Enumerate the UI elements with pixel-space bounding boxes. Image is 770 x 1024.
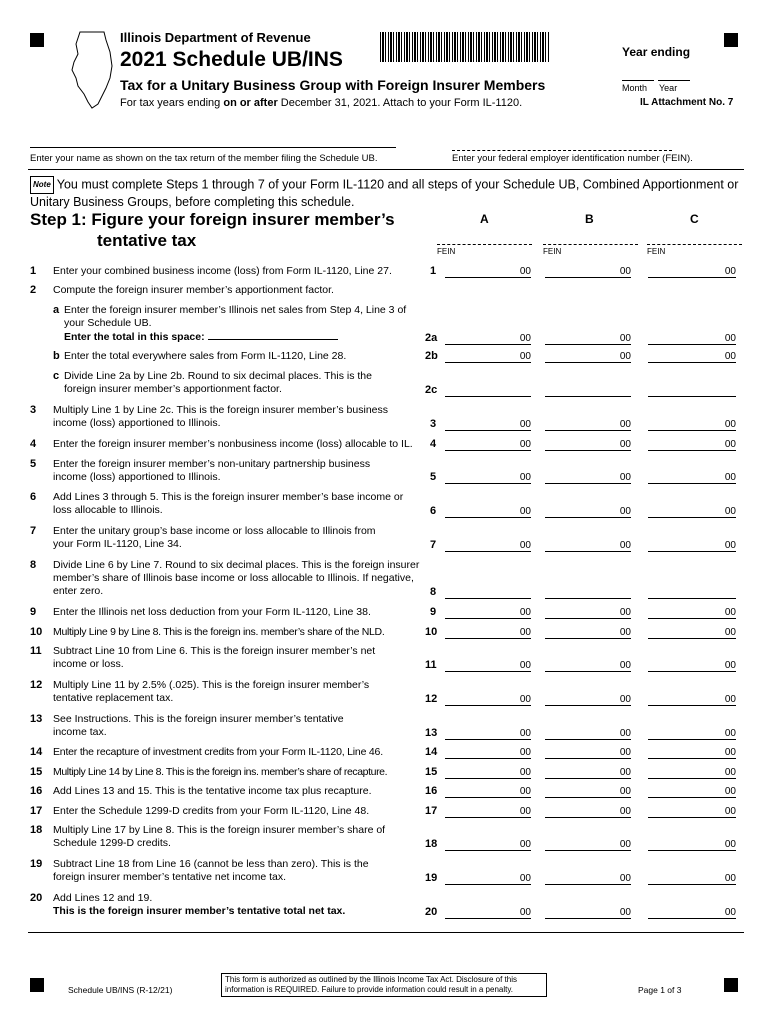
line-label: 8 [430,586,437,598]
amount-input-col-b[interactable] [545,439,631,451]
amount-input-col-c[interactable] [648,767,736,779]
amount-input-col-b[interactable] [545,506,631,518]
line-label: 2a [425,332,438,344]
line-number: 6 [30,491,37,503]
decimal-input-col-b[interactable] [545,587,631,599]
line-label: 15 [425,766,438,778]
amount-input-col-a[interactable] [445,607,531,619]
line-number: 13 [30,713,43,725]
amount-input-col-c[interactable] [648,694,736,706]
cents-label: 00 [619,907,631,918]
line-description: Multiply Line 11 by 2.5% (.025). This is the foreign insurer member’s tentative replacement tax. [53,679,370,704]
sub-line-letter: a [53,304,60,316]
cents-label: 00 [724,506,736,517]
amount-input-col-c[interactable] [648,747,736,759]
cents-label: 00 [724,786,736,797]
authorization-notice: This form is authorized as outlined by the Illinois Income Tax Act. Disclosure of this information is REQUIRED. Failure to provide information could result in a penalty. [221,973,547,997]
line-number: 9 [30,606,37,618]
line-number: 19 [30,858,43,870]
cents-label: 00 [619,747,631,758]
amount-input-col-c[interactable] [648,806,736,818]
amount-input-col-c[interactable] [648,540,736,552]
cents-label: 00 [724,839,736,850]
cents-label: 00 [619,806,631,817]
line-label: 11 [425,659,437,671]
registration-mark [724,978,738,992]
page-number: Page 1 of 3 [638,985,682,995]
cents-label: 00 [619,439,631,450]
column-c-header: C [690,212,699,226]
amount-input-col-c[interactable] [648,786,736,798]
month-label: Month [622,83,648,93]
line-label: 14 [425,746,438,758]
illinois-map-icon [70,30,116,110]
line-label: 10 [425,626,438,638]
line-description: Enter the Schedule 1299-D credits from your Form IL-1120, Line 48. [53,805,370,817]
line-description: Enter the foreign insurer member’s nonbusiness income (loss) allocable to IL. [53,438,413,450]
cents-label: 00 [519,839,531,850]
line-description: Enter the Illinois net loss deduction from your Form IL-1120, Line 38. [53,606,371,618]
amount-input-col-a[interactable] [445,839,531,851]
instruction-notice: Note You must complete Steps 1 through 7 of your Form IL-1120 and all steps of your Schedule UB, Combined Apportionment or Unitary Business Groups, before completing this schedule. [30,177,739,209]
amount-input-col-a[interactable] [445,660,531,672]
amount-input-col-c[interactable] [648,728,736,740]
amount-input-col-b[interactable] [545,419,631,431]
amount-input-col-c[interactable] [648,607,736,619]
line-label: 13 [425,727,438,739]
cents-label: 00 [724,907,736,918]
step-1-heading: Step 1: Figure your foreign insurer member’s tentative tax [30,210,395,250]
line-label: 5 [430,471,437,483]
cents-label: 00 [519,767,531,778]
line-description: Enter the unitary group’s base income or loss allocable to Illinois from your Form IL-1120, Line 34. [53,525,376,550]
column-a-header: A [480,212,489,226]
decimal-input-col-b[interactable] [545,385,631,397]
amount-input-col-b[interactable] [545,839,631,851]
line-number: 2 [30,284,37,296]
cents-label: 00 [519,540,531,551]
amount-input-col-a[interactable] [445,351,531,363]
line-description: Multiply Line 1 by Line 2c. This is the foreign insurer member’s business income (loss) apportioned to Illinois. [53,404,388,429]
column-b-fein-input[interactable] [543,238,638,245]
fein-label: Enter your federal employer identification number (FEIN). [452,153,693,164]
line-description: Multiply Line 17 by Line 8. This is the foreign insurer member’s share of Schedule 1299-D credits. [53,824,386,849]
amount-input-col-a[interactable] [445,333,531,345]
cents-label: 00 [724,627,736,638]
cents-label: 00 [519,728,531,739]
name-input[interactable] [30,147,396,148]
amount-input-col-c[interactable] [648,839,736,851]
amount-input-col-b[interactable] [545,767,631,779]
amount-input-col-b[interactable] [545,333,631,345]
registration-mark [30,978,44,992]
cents-label: 00 [519,351,531,362]
line-label: 6 [430,505,437,517]
line-number: 12 [30,679,43,691]
line-description: Compute the foreign insurer member’s apportionment factor. [53,284,334,296]
cents-label: 00 [724,694,736,705]
cents-label: 00 [519,627,531,638]
cents-label: 00 [724,333,736,344]
cents-label: 00 [619,419,631,430]
line-number: 15 [30,766,43,778]
cents-label: 00 [619,351,631,362]
line-description: Subtract Line 10 from Line 6. This is the foreign insurer member’s net income or loss. [53,645,376,670]
line-number: 18 [30,824,43,836]
fein-column-label: FEIN [437,247,456,256]
amount-input-col-a[interactable] [445,728,531,740]
cents-label: 00 [724,351,736,362]
fein-column-label: FEIN [543,247,562,256]
registration-mark [724,33,738,47]
amount-input-col-a[interactable] [445,439,531,451]
amount-input-col-a[interactable] [445,694,531,706]
cents-label: 00 [519,747,531,758]
amount-input-col-b[interactable] [545,472,631,484]
amount-input-col-a[interactable] [445,873,531,885]
decimal-input-col-c[interactable] [648,587,736,599]
cents-label: 00 [619,694,631,705]
amount-input-col-c[interactable] [648,333,736,345]
cents-label: 00 [724,767,736,778]
amount-input-col-a[interactable] [445,907,531,919]
amount-input-col-c[interactable] [648,419,736,431]
form-subtitle: Tax for a Unitary Business Group with Foreign Insurer Members [120,77,546,93]
decimal-input-col-a[interactable] [445,587,531,599]
cents-label: 00 [619,266,631,277]
amount-input-col-c[interactable] [648,660,736,672]
form-revision: Schedule UB/INS (R-12/21) [68,985,173,995]
sub-line-letter: b [53,350,60,362]
sub-line-letter: c [53,370,60,382]
amount-input-col-b[interactable] [545,540,631,552]
line-label: 20 [425,906,438,918]
cents-label: 00 [724,540,736,551]
cents-label: 00 [724,728,736,739]
amount-input-col-a[interactable] [445,266,531,278]
amount-input-col-c[interactable] [648,873,736,885]
line-number: 14 [30,746,43,758]
line-description: Enter your combined business income (loss) from Form IL-1120, Line 27. [53,265,392,277]
amount-input-col-a[interactable] [445,540,531,552]
name-label: Enter your name as shown on the tax return of the member filing the Schedule UB. [30,153,378,164]
month-field[interactable] [622,70,654,81]
divider [28,932,744,933]
line-description: Enter the foreign insurer member’s non-unitary partnership business income (loss) apportioned to Illinois. [53,458,371,483]
cents-label: 00 [619,728,631,739]
cents-label: 00 [619,767,631,778]
line-number: 1 [30,265,37,277]
amount-input-col-a[interactable] [445,506,531,518]
column-a-fein-input[interactable] [437,238,532,245]
cents-label: 00 [519,694,531,705]
amount-input-col-c[interactable] [648,907,736,919]
amount-input-col-b[interactable] [545,747,631,759]
line-number: 16 [30,785,43,797]
amount-input-col-a[interactable] [445,747,531,759]
column-b-header: B [585,212,594,226]
amount-input-col-c[interactable] [648,472,736,484]
cents-label: 00 [724,439,736,450]
line-description: Divide Line 2a by Line 2b. Round to six decimal places. This is the foreign insurer member’s apportionment factor. [64,370,372,395]
line-description: Add Lines 13 and 15. This is the tentative income tax plus recapture. [53,785,372,797]
cents-label: 00 [519,439,531,450]
line-description: Add Lines 12 and 19. This is the foreign insurer member’s tentative total net tax. [53,892,346,917]
line-label: 2b [425,350,438,362]
line-description: Enter the foreign insurer member’s Illinois net sales from Step 4, Line 3 of your Schedule UB. Enter the total in this space: [64,304,407,343]
line-label: 1 [430,265,437,277]
amount-input-col-b[interactable] [545,728,631,740]
year-ending-label: Year ending [622,45,691,59]
line-label: 12 [425,693,438,705]
amount-input-col-b[interactable] [545,873,631,885]
line-number: 5 [30,458,37,470]
registration-mark [30,33,44,47]
line-description: Multiply Line 14 by Line 8. This is the foreign ins. member’s share of recapture. [53,766,388,778]
amount-input-col-c[interactable] [648,627,736,639]
tax-year-note: For tax years ending on or after December 31, 2021. Attach to your Form IL-1120. [120,97,523,109]
amount-input-col-b[interactable] [545,786,631,798]
amount-input-col-b[interactable] [545,907,631,919]
year-field[interactable] [658,70,690,81]
divider [28,169,744,170]
cents-label: 00 [619,540,631,551]
amount-input-col-c[interactable] [648,506,736,518]
line-number: 4 [30,438,37,450]
line-label: 16 [425,785,438,797]
line-number: 3 [30,404,37,416]
cents-label: 00 [619,660,631,671]
cents-label: 00 [724,607,736,618]
cents-label: 00 [519,472,531,483]
cents-label: 00 [619,839,631,850]
amount-input-col-b[interactable] [545,607,631,619]
cents-label: 00 [724,266,736,277]
line-number: 7 [30,525,37,537]
decimal-input-col-c[interactable] [648,385,736,397]
cents-label: 00 [619,627,631,638]
cents-label: 00 [519,266,531,277]
year-label: Year [659,83,678,93]
line-description: Subtract Line 18 from Line 16 (cannot be less than zero). This is the foreign insurer member’s tentative net income tax. [53,858,369,883]
cents-label: 00 [619,472,631,483]
illinois-sales-total-input[interactable] [208,330,338,340]
cents-label: 00 [519,419,531,430]
line-label: 18 [425,838,438,850]
amount-input-col-a[interactable] [445,786,531,798]
amount-input-col-c[interactable] [648,439,736,451]
amount-input-col-b[interactable] [545,660,631,672]
line-number: 8 [30,559,37,571]
line-label: 7 [430,539,437,551]
cents-label: 00 [519,660,531,671]
cents-label: 00 [619,506,631,517]
amount-input-col-a[interactable] [445,419,531,431]
line-number: 10 [30,626,43,638]
decimal-input-col-a[interactable] [445,385,531,397]
line-label: 2c [425,384,438,396]
fein-input[interactable] [452,140,672,151]
amount-input-col-a[interactable] [445,806,531,818]
note-icon: Note [30,176,54,194]
amount-input-col-c[interactable] [648,351,736,363]
line-label: 4 [430,438,437,450]
amount-input-col-a[interactable] [445,767,531,779]
cents-label: 00 [724,660,736,671]
cents-label: 00 [724,806,736,817]
line-label: 17 [425,805,438,817]
column-c-fein-input[interactable] [647,238,742,245]
line-label: 3 [430,418,437,430]
cents-label: 00 [519,806,531,817]
amount-input-col-b[interactable] [545,694,631,706]
line-description: Enter the total everywhere sales from Form IL-1120, Line 28. [64,350,347,362]
agency-name: Illinois Department of Revenue [120,30,311,45]
fein-column-label: FEIN [647,247,666,256]
line-description: Add Lines 3 through 5. This is the foreign insurer member’s base income or loss allocable to Illinois. [53,491,404,516]
cents-label: 00 [619,873,631,884]
line-description: Divide Line 6 by Line 7. Round to six decimal places. This is the foreign insurer member’s share of Illinois base income or loss allocable to Illinois. If negative, enter zero. [53,559,420,597]
cents-label: 00 [519,907,531,918]
cents-label: 00 [519,333,531,344]
line-number: 20 [30,892,43,904]
line-description: Enter the recapture of investment credits from your Form IL-1120, Line 46. [53,746,383,758]
cents-label: 00 [724,419,736,430]
barcode [380,32,550,62]
line-label: 9 [430,606,437,618]
amount-input-col-b[interactable] [545,806,631,818]
attachment-number: IL Attachment No. 7 [640,97,734,108]
line-number: 17 [30,805,43,817]
amount-input-col-a[interactable] [445,472,531,484]
cents-label: 00 [619,786,631,797]
cents-label: 00 [519,786,531,797]
line-label: 19 [425,872,438,884]
form-title: 2021 Schedule UB/INS [120,48,343,71]
line-description: Multiply Line 9 by Line 8. This is the foreign ins. member’s share of the NLD. [53,626,385,638]
cents-label: 00 [724,873,736,884]
amount-input-col-a[interactable] [445,627,531,639]
cents-label: 00 [519,506,531,517]
cents-label: 00 [724,472,736,483]
cents-label: 00 [619,607,631,618]
cents-label: 00 [724,747,736,758]
line-number: 11 [30,645,42,657]
amount-input-col-b[interactable] [545,266,631,278]
line-description: See Instructions. This is the foreign insurer member’s tentative income tax. [53,713,344,738]
cents-label: 00 [519,873,531,884]
amount-input-col-b[interactable] [545,351,631,363]
cents-label: 00 [619,333,631,344]
cents-label: 00 [519,607,531,618]
amount-input-col-b[interactable] [545,627,631,639]
amount-input-col-c[interactable] [648,266,736,278]
